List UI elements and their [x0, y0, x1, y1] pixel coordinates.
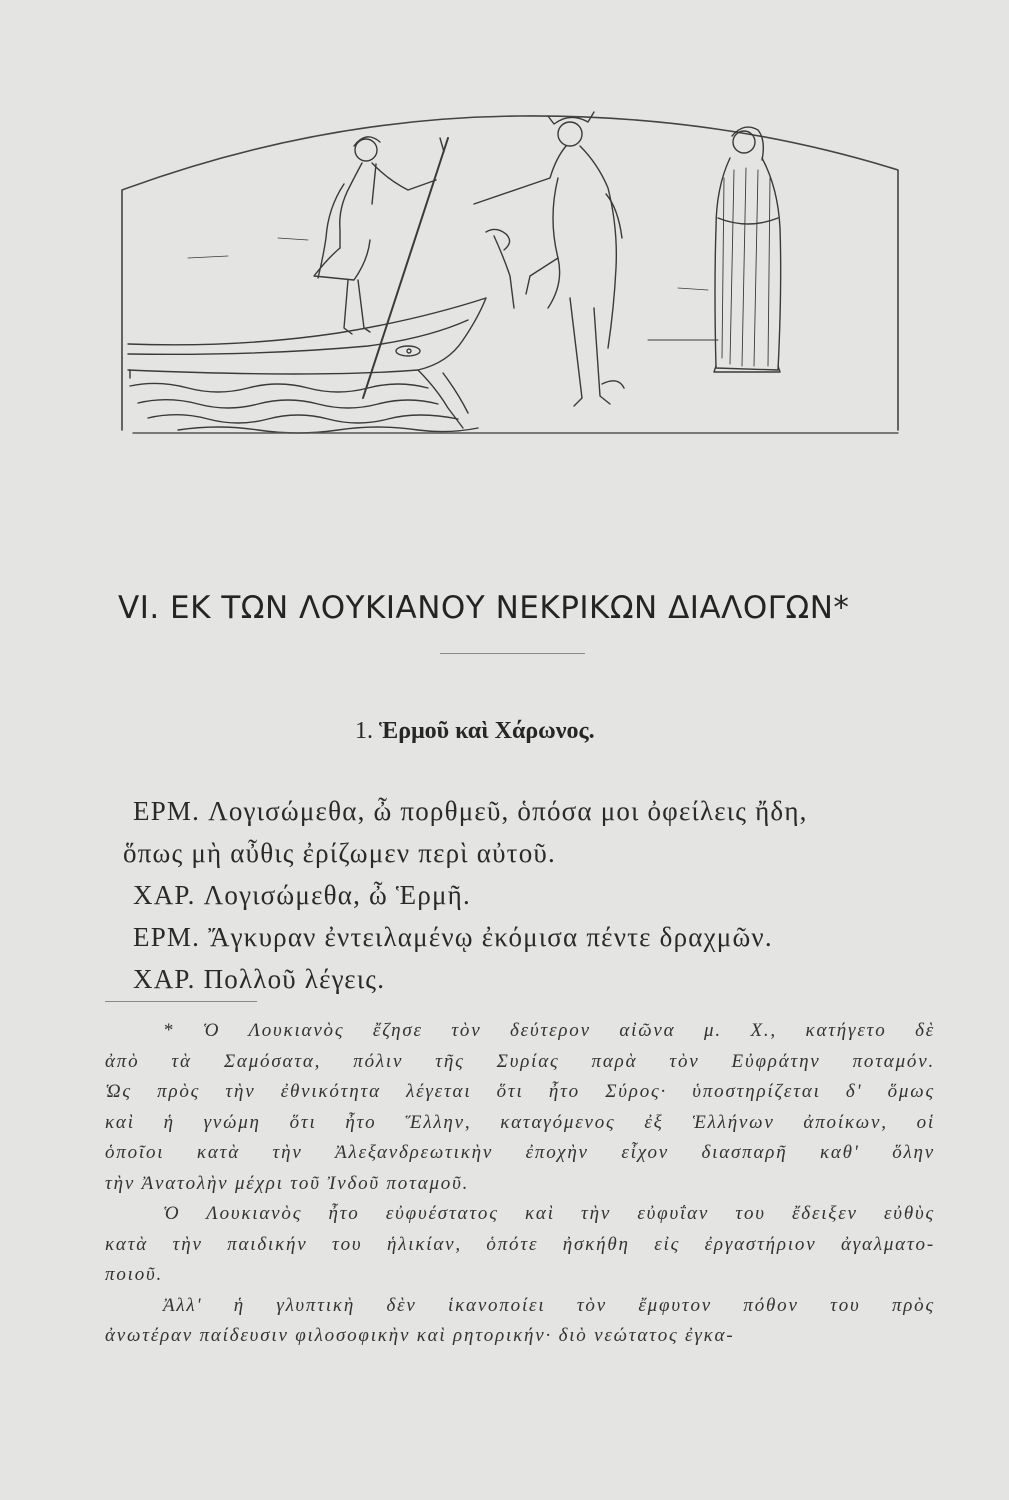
footnote-line: ἀπὸ τὰ Σαμόσατα, πόλιν τῆς Συρίας παρὰ τὸν Εὐφράτην ποταμόν.: [105, 1050, 935, 1072]
speaker: ΧΑΡ.: [133, 964, 196, 994]
title-divider: [440, 653, 585, 654]
footnote-line: τὴν Ἀνατολὴν μέχρι τοῦ Ἰνδοῦ ποταμοῦ.: [105, 1172, 470, 1194]
dialogue-line: [123, 790, 933, 832]
footnote-line: ποιοῦ.: [105, 1264, 164, 1285]
ferry-scene-illustration: [118, 108, 908, 438]
dialogue-line: [123, 874, 933, 916]
speaker: ΧΑΡ.: [133, 880, 196, 910]
footnote-line: Ἀλλ' ἡ γλυπτικὴ δὲν ἱκανοποίει τὸν ἔμφυτον πόθον του πρὸς: [163, 1294, 935, 1316]
dialogue-line: [123, 916, 933, 958]
dialogue-text: Πολλοῦ λέγεις.: [203, 964, 386, 994]
section-heading: [355, 718, 595, 745]
footnote-divider: [105, 1001, 257, 1002]
chapter-title: VI. ΕΚ ΤΩΝ ΛΟΥΚΙΑΝΟΥ ΝΕΚΡΙΚΩΝ ΔΙΑΛΟΓΩΝ*: [118, 590, 850, 626]
speaker: ΕΡΜ.: [133, 796, 201, 826]
footnote-line: ὁποῖοι κατὰ τὴν Ἀλεξανδρεωτικὴν ἐποχὴν εἶχον διασπαρῆ καθ' ὅλην: [105, 1142, 935, 1163]
footnote-line: Ὡς πρὸς τὴν ἐθνικότητα λέγεται ὅτι ἦτο Σύρος· ὑποστηρίζεται δ' ὅμως: [105, 1081, 935, 1102]
dialogue: [123, 790, 933, 1000]
dialogue-text: Ἄγκυραν ἐντειλαμένῳ ἐκόμισα πέντε δραχμῶν.: [208, 922, 773, 952]
dialogue-text: ὅπως μὴ αὖθις ἐρίζωμεν περὶ αὐτοῦ.: [123, 838, 556, 868]
dialogue-line: [123, 958, 933, 1000]
section-number: 1.: [355, 718, 373, 744]
footnote-line: καὶ ἡ γνώμη ὅτι ἦτο Ἕλλην, καταγόμενος ἐξ Ἑλλήνων ἀποίκων, οἱ: [105, 1111, 935, 1133]
footnote-line: ἀνωτέραν παίδευσιν φιλοσοφικὴν καὶ ρητορικήν· διὸ νεώτατος ἐγκα-: [105, 1325, 735, 1346]
footnote-line: * Ὁ Λουκιανὸς ἔζησε τὸν δεύτερον αἰῶνα μ. Χ., κατήγετο δὲ: [163, 1020, 935, 1041]
dialogue-text: Λογισώμεθα, ὦ πορθμεῦ, ὁπόσα μοι ὀφείλεις ἤδη,: [208, 796, 808, 826]
ferry-scene-illustration-icon: [118, 108, 908, 438]
dialogue-line: [123, 832, 933, 874]
section-title: Ἑρμοῦ καὶ Χάρωνος.: [379, 718, 595, 744]
footnote: [105, 1016, 935, 1352]
footnote-line: κατὰ τὴν παιδικήν του ἡλικίαν, ὁπότε ἠσκήθη εἰς ἐργαστήριον ἀγαλματο-: [105, 1233, 935, 1255]
speaker: ΕΡΜ.: [133, 922, 201, 952]
footnote-line: Ὁ Λουκιανὸς ἦτο εὐφυέστατος καὶ τὴν εὐφυΐαν του ἔδειξεν εὐθὺς: [163, 1203, 935, 1224]
dialogue-text: Λογισώμεθα, ὦ Ἑρμῆ.: [203, 880, 471, 910]
